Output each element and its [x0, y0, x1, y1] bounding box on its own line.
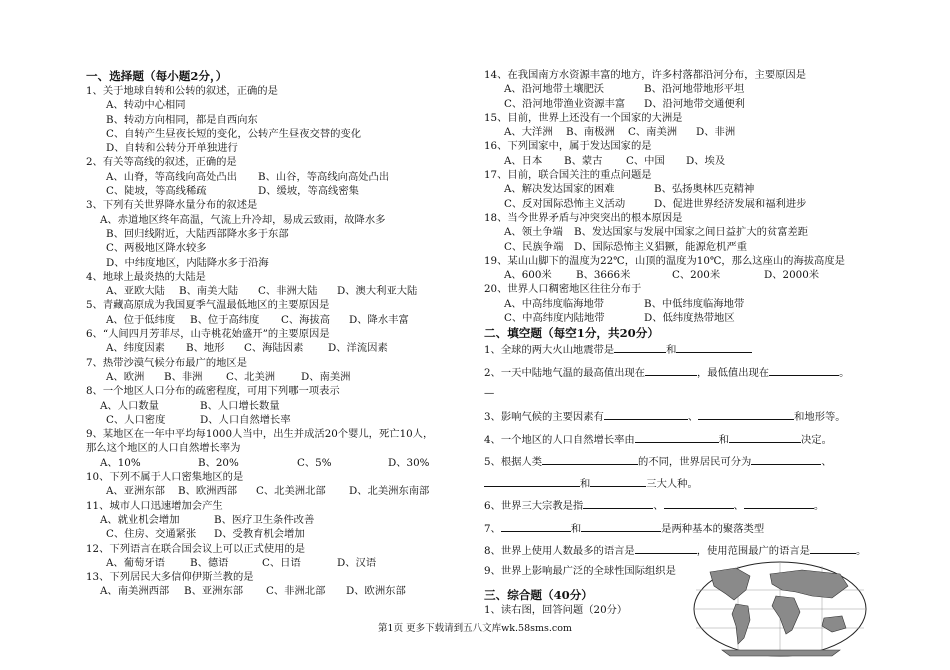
- fill-6-end: 。: [813, 500, 825, 513]
- fill-4: [484, 431, 894, 445]
- q20-option-a: A、中高纬度临海地带: [504, 297, 605, 310]
- fill-3: [484, 408, 894, 422]
- q6-option-a: A、纬度因素: [106, 342, 165, 355]
- q9-option-a: A、10%: [100, 456, 141, 469]
- fill-3-blank-2[interactable]: [698, 408, 794, 420]
- fill-1: [484, 341, 894, 355]
- q10-option-d: D、北美洲东南部: [349, 485, 430, 498]
- q6-options: [86, 341, 471, 355]
- world-map-icon: [692, 560, 868, 658]
- q20-options-ab: [484, 297, 894, 311]
- q8-option-b: B、人口增长数量: [200, 399, 280, 412]
- q19-option-d: D、2000米: [764, 269, 820, 282]
- q15-option-c: C、南美洲: [628, 126, 678, 139]
- q11-option-d: D、受教育机会增加: [214, 528, 305, 541]
- q4-option-c: C、非洲大陆: [258, 285, 318, 298]
- question-14: 14、在我国南方水资源丰富的地方，许多村落都沿河分布，主要原因是: [484, 69, 807, 81]
- q1-option-d: D、自转和公转分开单独进行: [106, 142, 238, 155]
- q7-option-d: D、南美洲: [301, 370, 351, 383]
- question-13: 13、下列居民大多信仰伊斯兰教的是: [86, 571, 254, 584]
- fill-5-blank-4[interactable]: [590, 475, 646, 487]
- q13-options: [86, 584, 471, 598]
- q18-option-c: C、民族争端: [504, 240, 564, 253]
- fill-5-sep: 、: [821, 455, 832, 468]
- q16-option-b: B、蒙古: [564, 154, 603, 167]
- q8-option-c: C、人口密度: [106, 413, 166, 426]
- section-choice-title: 一、选择题（每小题2分，）: [86, 69, 228, 83]
- q6-option-d: D、洋流因素: [328, 342, 388, 355]
- question-8: 8、一个地区人口分布的疏密程度，可用下列哪一项表示: [86, 385, 340, 398]
- question-3: 3、下列有关世界降水量分布的叙述是: [86, 199, 258, 212]
- left-column: [86, 68, 471, 599]
- q4-option-a: A、亚欧大陆: [106, 285, 165, 298]
- question-5: 5、青藏高原成为我国夏季气温最低地区的主要原因是: [86, 299, 330, 312]
- question-19: 19、某山山脚下的温度为22℃，山顶的温度为10℃，那么这座山的海拔高度是: [484, 254, 845, 267]
- question-11: 11、城市人口迅速增加会产生: [86, 499, 223, 512]
- q10-option-c: C、北美洲北部: [256, 485, 326, 498]
- fill-8-blank-2[interactable]: [810, 542, 856, 554]
- q10-option-a: A、亚洲东部: [106, 485, 165, 498]
- q13-option-c: C、非洲北部: [266, 585, 326, 598]
- q20-option-b: B、中低纬度临海地带: [644, 297, 745, 310]
- q13-option-a: A、南美洲西部: [100, 585, 170, 598]
- q15-option-a: A、大洋洲: [504, 126, 553, 139]
- q2-option-d: D、缓坡，等高线密集: [258, 185, 359, 198]
- question-4: 4、地球上最炎热的大陆是: [86, 270, 206, 283]
- fill-7-and: 和: [570, 522, 582, 535]
- fill-6-blank-3[interactable]: [744, 497, 814, 509]
- fill-8: [484, 542, 894, 556]
- q14-options-cd: [484, 97, 894, 111]
- q2-options-cd: [86, 184, 471, 198]
- fill-6-text: 6、世界三大宗教是指: [484, 500, 584, 513]
- q5-option-d: D、降水丰富: [349, 313, 409, 326]
- fill-2-text: 2、一天中陆地气温的最高值出现在: [484, 366, 646, 379]
- fill-8-mid: ，使用范围最广的语言是: [696, 545, 810, 558]
- fill-5-blank-3[interactable]: [484, 475, 580, 487]
- q2-options-ab: [86, 170, 471, 184]
- fill-8-end: 。: [855, 545, 867, 558]
- q4-option-d: D、澳大利亚大陆: [337, 285, 418, 298]
- q18-option-b: B、发达国家与发展中国家之间日益扩大的贫富差距: [574, 226, 809, 239]
- q4-option-b: B、南美大陆: [179, 285, 239, 298]
- fill-8-text: 8、世界上使用人数最多的语言是: [484, 545, 635, 558]
- fill-6-sep-2: 、: [733, 500, 744, 513]
- fill-4-and: 和: [718, 433, 730, 446]
- q12-options: [86, 556, 471, 570]
- q11-option-b: B、医疗卫生条件改善: [214, 513, 315, 526]
- q14-option-d: D、沿河地带交通便利: [644, 97, 745, 110]
- fill-2-blank-1[interactable]: [645, 364, 697, 376]
- fill-3-blank-1[interactable]: [604, 408, 688, 420]
- q5-option-c: C、海拔高: [281, 313, 331, 326]
- q19-option-a: A、600米: [504, 269, 552, 282]
- q7-option-b: B、非洲: [164, 370, 203, 383]
- q1-option-a: A、转动中心相同: [106, 99, 186, 112]
- q11-option-a: A、就业机会增加: [100, 513, 180, 526]
- right-column: [484, 68, 894, 617]
- question-18: 18、当今世界矛盾与冲突突出的根本原因是: [484, 211, 683, 224]
- q11-options-ab: [86, 513, 471, 527]
- q8-option-a: A、人口数量: [100, 399, 159, 412]
- q6-option-c: C、海陆因素: [244, 342, 304, 355]
- fill-6: [484, 497, 894, 511]
- fill-6-blank-2[interactable]: [664, 497, 734, 509]
- q8-options-ab: [86, 399, 471, 413]
- q16-options: [484, 154, 894, 168]
- fill-1-text: 1、全球的两大火山地震带是: [484, 344, 615, 357]
- q20-options-cd: [484, 311, 894, 325]
- q9-option-b: B、20%: [198, 456, 239, 469]
- comprehensive-question-1: 1、读右图，回答问题（20分）: [484, 603, 628, 616]
- question-20: 20、世界人口稠密地区往往分布于: [484, 283, 642, 296]
- q20-option-d: D、低纬度热带地区: [644, 312, 735, 325]
- fill-2-blank-2[interactable]: [769, 364, 839, 376]
- q19-options: [484, 268, 894, 282]
- q12-option-d: D、汉语: [337, 556, 377, 569]
- fill-1-blank-1[interactable]: [614, 341, 666, 353]
- q5-options: [86, 313, 471, 327]
- fill-1-and: 和: [666, 344, 677, 357]
- q10-options: [86, 484, 471, 498]
- q2-option-b: B、山谷，等高线向高处凸出: [258, 170, 390, 183]
- fill-4-text: 4、一个地区的人口自然增长率由: [484, 433, 635, 446]
- q3-option-b: B、回归线附近，大陆西部降水多于东部: [106, 227, 289, 240]
- q2-option-a: A、山脊，等高线向高处凸出: [106, 170, 237, 183]
- q2-option-c: C、陡坡，等高线稀疏: [106, 185, 207, 198]
- page-footer: 第1页 更多下载请到五八文库wk.58sms.com: [378, 623, 572, 634]
- q11-options-cd: [86, 527, 471, 541]
- q13-option-d: D、欧洲东部: [346, 585, 406, 598]
- q9-option-d: D、30%: [388, 456, 430, 469]
- question-10: 10、下列不属于人口密集地区的是: [86, 471, 244, 484]
- question-6: 6、“人间四月芳菲尽，山寺桃花始盛开”的主要原因是: [86, 328, 330, 341]
- question-2: 2、有关等高线的叙述，正确的是: [86, 156, 237, 169]
- fill-3-end: 和地形等。: [794, 411, 846, 424]
- q19-option-c: C、200米: [672, 269, 721, 282]
- fill-7-text: 7、: [484, 522, 501, 535]
- fill-7-blank-1[interactable]: [501, 520, 571, 532]
- fill-1-blank-2[interactable]: [676, 341, 752, 353]
- section-fill-title: 二、填空题（每空1分，共20分）: [484, 326, 659, 341]
- fill-5-blank-1[interactable]: [542, 453, 638, 465]
- q19-option-b: B、3666米: [576, 269, 631, 282]
- q16-option-c: C、中国: [626, 154, 665, 167]
- q13-option-b: B、亚洲东部: [184, 585, 244, 598]
- q20-option-c: C、中高纬度内陆地带: [504, 312, 605, 325]
- q4-options: [86, 284, 471, 298]
- q15-options: [484, 125, 894, 139]
- fill-5-mid: 的不同，世界居民可分为: [638, 455, 752, 468]
- q7-option-a: A、欧洲: [106, 370, 145, 383]
- q14-options-ab: [484, 82, 894, 96]
- q12-option-c: C、日语: [262, 556, 301, 569]
- q15-option-d: D、非洲: [696, 126, 736, 139]
- question-16: 16、下列国家中，属于发达国家的是: [484, 140, 652, 153]
- q11-option-c: C、住房、交通紧张: [106, 528, 197, 541]
- fill-2: [484, 364, 894, 378]
- fill-2-mid: ，最低值出现在: [697, 366, 770, 379]
- fill-2-end: 。: [839, 366, 850, 379]
- fill-2-continued: —: [484, 386, 495, 399]
- q9-options: [86, 456, 471, 470]
- q15-option-b: B、南极洲: [566, 126, 615, 139]
- fill-9: 9、世界上影响最广泛的全球性国际组织是: [484, 565, 676, 578]
- fill-7-blank-2[interactable]: [581, 520, 661, 532]
- fill-5-and: 和: [580, 478, 591, 491]
- question-12: 12、下列语言在联合国会议上可以正式使用的是: [86, 542, 306, 555]
- q17-option-d: D、促进世界经济发展和福利进步: [654, 197, 807, 210]
- q5-option-a: A、位于低纬度: [106, 313, 176, 326]
- q16-option-d: D、埃及: [686, 154, 726, 167]
- fill-5: [484, 453, 894, 467]
- fill-8-blank-1[interactable]: [635, 542, 697, 554]
- question-9: 9、某地区在一年中平均每1000人当中，出生并成活20个婴儿，死亡10人，: [86, 428, 434, 441]
- question-1: 1、关于地球自转和公转的叙述，正确的是: [86, 85, 278, 97]
- fill-5-blank-2[interactable]: [751, 453, 821, 465]
- world-map-figure: [692, 560, 868, 658]
- q1-option-c: C、自转产生昼夜长短的变化，公转产生昼夜交替的变化: [106, 127, 362, 140]
- q17-options-cd: [484, 197, 894, 211]
- q8-option-d: D、人口自然增长率: [200, 413, 291, 426]
- q3-option-c: C、两极地区降水较多: [106, 242, 207, 255]
- q17-option-c: C、反对国际恐怖主义活动: [504, 197, 626, 210]
- q17-option-b: B、弘扬奥林匹克精神: [654, 183, 755, 196]
- q10-option-b: B、欧洲西部: [178, 485, 238, 498]
- q7-options: [86, 370, 471, 384]
- q1-option-b: B、转动方向相同，都是自西向东: [106, 113, 258, 126]
- question-7: 7、热带沙漠气候分布最广的地区是: [86, 356, 248, 369]
- q18-options-ab: [484, 225, 894, 239]
- q18-option-d: D、国际恐怖主义猖獗，能源危机严重: [574, 240, 748, 253]
- q7-option-c: C、北美洲: [226, 370, 276, 383]
- fill-5-continued: [484, 475, 894, 489]
- q6-option-b: B、地形: [186, 342, 225, 355]
- question-9-continued: 那么这个地区的人口自然增长率为: [86, 442, 241, 455]
- q17-options-ab: [484, 182, 894, 196]
- q12-option-b: B、德语: [190, 556, 229, 569]
- q18-options-cd: [484, 240, 894, 254]
- section-comprehensive-title: 三、综合题（40分）: [484, 587, 593, 602]
- q3-option-a: A、赤道地区终年高温，气流上升冷却，易成云致雨，故降水多: [100, 213, 386, 226]
- q9-option-c: C、5%: [297, 456, 332, 469]
- q5-option-b: B、位于高纬度: [190, 313, 260, 326]
- fill-7-end: 是两种基本的聚落类型: [661, 522, 765, 535]
- q16-option-a: A、日本: [504, 154, 543, 167]
- fill-7: [484, 520, 894, 534]
- q18-option-a: A、领土争端: [504, 226, 563, 239]
- question-17: 17、目前，联合国关注的重点问题是: [484, 169, 652, 182]
- q14-option-c: C、沿河地带渔业资源丰富: [504, 97, 626, 110]
- fill-6-blank-1[interactable]: [583, 497, 653, 509]
- fill-6-sep-1: 、: [653, 500, 664, 513]
- q3-option-d: D、中纬度地区，内陆降水多于沿海: [106, 256, 269, 269]
- q17-option-a: A、解决发达国家的困难: [504, 183, 615, 196]
- q12-option-a: A、葡萄牙语: [106, 556, 165, 569]
- fill-5-end: 三大人种。: [646, 478, 698, 491]
- fill-4-blank-2[interactable]: [729, 431, 801, 443]
- q14-option-a: A、沿河地带土壤肥沃: [504, 83, 605, 96]
- q14-option-b: B、沿河地带地形平坦: [644, 83, 745, 96]
- q8-options-cd: [86, 413, 471, 427]
- fill-4-blank-1[interactable]: [635, 431, 719, 443]
- fill-5-text: 5、根据人类: [484, 455, 543, 468]
- fill-4-end: 决定。: [801, 433, 832, 446]
- fill-3-sep: 、: [687, 411, 699, 424]
- question-15: 15、目前，世界上还没有一个国家的大洲是: [484, 111, 683, 124]
- fill-3-text: 3、影响气候的主要因素有: [484, 411, 604, 424]
